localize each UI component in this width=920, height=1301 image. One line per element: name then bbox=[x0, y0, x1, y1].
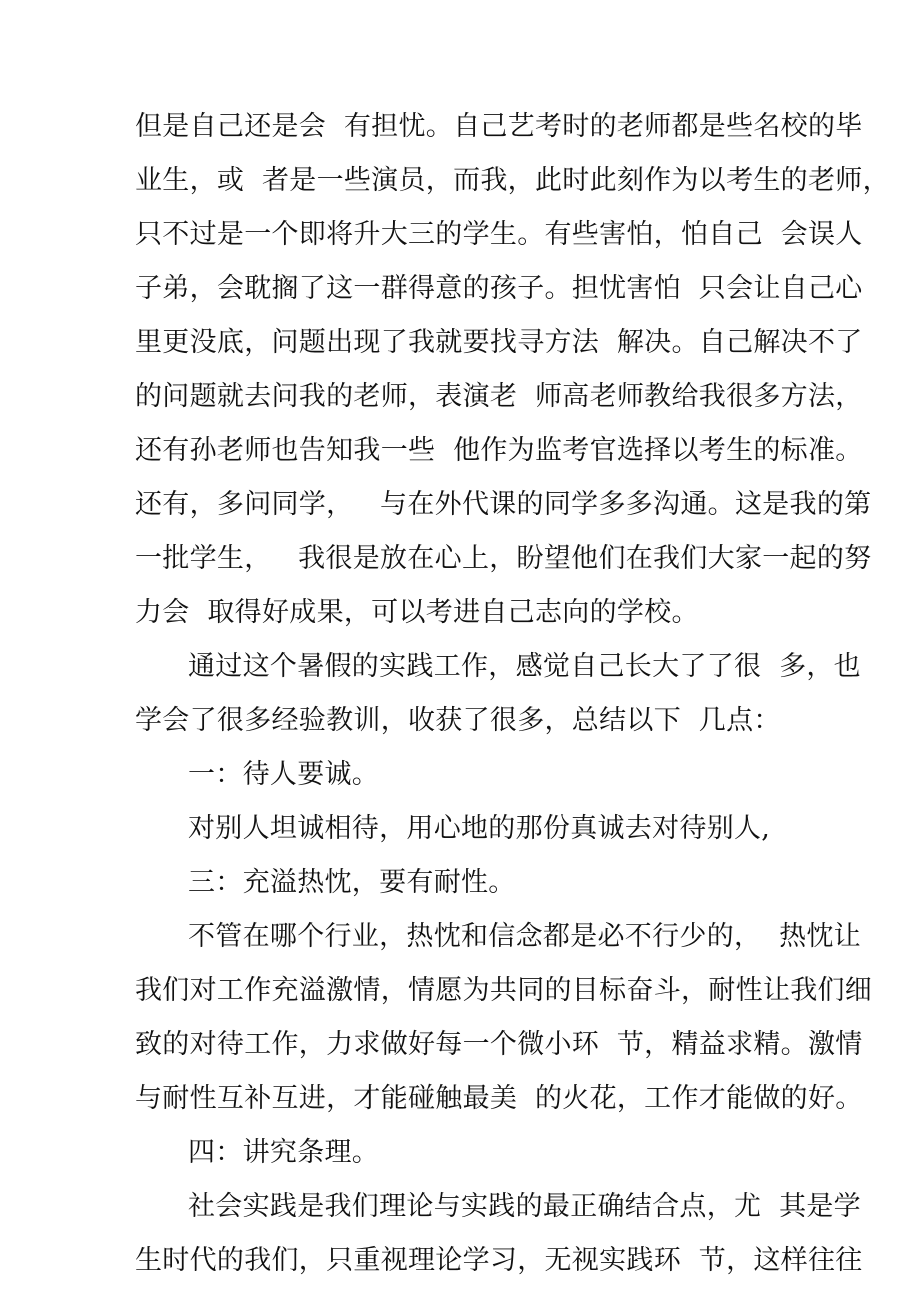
section-heading: 一：待人要诚。 bbox=[188, 759, 380, 790]
paragraph-line: 子弟，会耽搁了这一群得意的孩子。担忧害怕 只会让自己心 bbox=[135, 273, 863, 304]
paragraph-line: 我们对工作充溢激情，情愿为共同的目标奋斗，耐性让我们细 bbox=[135, 975, 873, 1006]
paragraph-line: 学会了很多经验教训，收获了很多，总结以下 几点： bbox=[135, 705, 781, 736]
paragraph-line: 对别人坦诚相待，用心地的那份真诚去对待别人, bbox=[188, 813, 771, 844]
section-heading: 四：讲究条理。 bbox=[188, 1137, 380, 1168]
paragraph-line: 一批学生， 我很是放在心上，盼望他们在我们大家一起的努 bbox=[135, 543, 872, 574]
paragraph-line: 还有，多问同学， 与在外代课的同学多多沟通。这是我的第 bbox=[135, 489, 872, 520]
paragraph-line: 只不过是一个即将升大三的学生。有些害怕，怕自己 会误人 bbox=[135, 219, 863, 250]
paragraph-line: 生时代的我们，只重视理论学习，无视实践环 节，这样往往 bbox=[135, 1245, 863, 1276]
paragraph-line: 力会 取得好成果，可以考进自己志向的学校。 bbox=[135, 597, 699, 628]
paragraph-line: 不管在哪个行业，热忱和信念都是必不行少的， 热忱让 bbox=[188, 921, 861, 952]
section-heading: 三：充溢热忱，要有耐性。 bbox=[188, 867, 516, 898]
paragraph-line: 里更没底，问题出现了我就要找寻方法 解决。自己解决不了 bbox=[135, 327, 863, 358]
paragraph-line: 与耐性互补互进，才能碰触最美 的火花，工作才能做的好。 bbox=[135, 1083, 863, 1114]
paragraph-line: 但是自己还是会 有担忧。自己艺考时的老师都是些名校的毕 bbox=[135, 111, 863, 142]
paragraph-line: 社会实践是我们理论与实践的最正确结合点，尤 其是学 bbox=[188, 1191, 861, 1222]
paragraph-line: 业生，或 者是一些演员，而我，此时此刻作为以考生的老师， bbox=[135, 165, 890, 196]
paragraph-line: 致的对待工作，力求做好每一个微小环 节，精益求精。激情 bbox=[135, 1029, 863, 1060]
paragraph-line: 的问题就去问我的老师，表演老 师高老师教给我很多方法， bbox=[135, 381, 863, 412]
paragraph-line: 还有孙老师也告知我一些 他作为监考官选择以考生的标准。 bbox=[135, 435, 863, 466]
paragraph-line: 通过这个暑假的实践工作，感觉自己长大了了很 多，也 bbox=[188, 651, 861, 682]
